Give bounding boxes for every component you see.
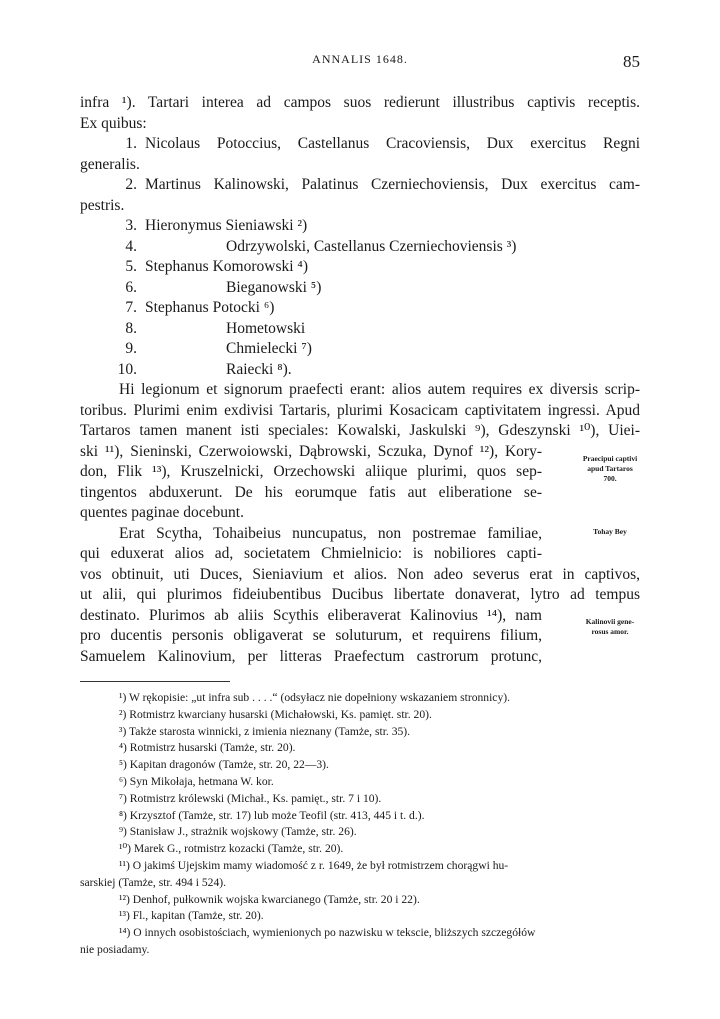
footnote: ⁴) Rotmistrz husarski (Tamże, str. 20). (119, 741, 296, 755)
footnote: ⁸) Krzysztof (Tamże, str. 17) lub może Teofil (str. 413, 445 i t. d.). (119, 808, 425, 822)
footnote: ⁹) Stanisław J., strażnik wojskowy (Tamże, str. 26). (119, 825, 357, 839)
margin-note-kalinovii: Kalinovii gene- rosus amor. (585, 617, 635, 636)
footnote: ¹¹) O jakimś Ujejskim mamy wiadomość z r. 1649, że był rotmistrzem chorągwi hu- (119, 858, 509, 872)
footnote-continuation: nie posiadamy. (80, 942, 150, 956)
list-item-continuation: pestris. (80, 196, 125, 214)
text-line: tingentos abduxerunt. De his eorumque fatis aut eliberatione se- (80, 483, 542, 501)
footnote-separator (80, 681, 230, 682)
list-item: 9. Chmielecki ⁷) (125, 340, 312, 357)
text-line: Hi legionum et signorum praefecti erant: alios autem requires ex diversis scrip- (119, 381, 640, 398)
footnotes (80, 690, 640, 959)
footnote: ¹³) Fl., kapitan (Tamże, str. 20). (119, 909, 264, 923)
list-item: 2. Martinus Kalinowski, Palatinus Czerniechoviensis, Dux exercitus cam- (125, 176, 640, 193)
main-text (80, 93, 640, 667)
text-line: ski ¹¹), Sieninski, Czerwoiowski, Dąbrowski, Sczuka, Dynof ¹²), Kory- (80, 442, 542, 460)
footnote: ¹²) Denhof, pułkownik wojska kwarcianego (Tamże, str. 20 i 22). (119, 892, 420, 906)
text-line: qui eduxerat alios ad, societatem Chmielnicio: is nobiliores capti- (80, 545, 542, 562)
text-line: infra ¹). Tartari interea ad campos suos redierunt illustribus captivis receptis. (80, 94, 640, 111)
list-item: 6. Bieganowski ⁵) (125, 278, 322, 296)
running-header: ANNALIS 1648. (312, 52, 408, 66)
list-item: 3. Hieronymus Sieniawski ²) (125, 217, 308, 234)
footnote: ²) Rotmistrz kwarciany husarski (Michałowski, Ks. pamięt. str. 20). (119, 707, 432, 721)
footnote-continuation: sarskiej (Tamże, str. 494 i 524). (80, 875, 227, 889)
list-item: 8. Hometowski (125, 319, 306, 337)
page-number: 85 (623, 52, 640, 71)
footnote: ¹⁴) O innych osobistościach, wymienionych po nazwisku w tekscie, bliższych szczegółów (119, 926, 536, 940)
text-line: vos obtinuit, uti Duces, Sieniavium et alios. Non adeo severus erat in captivos, (80, 565, 640, 583)
list-item-continuation: generalis. (80, 155, 140, 173)
captives-list (80, 134, 640, 380)
text-line: toribus. Plurimi enim exdivisi Tartaris, plurimi Kosacicam captivitatem ingressi. Apud (80, 401, 640, 419)
text-line: quentes paginae docebunt. (80, 504, 244, 521)
footnote: ⁷) Rotmistrz królewski (Michał., Ks. pamięt., str. 7 i 10). (119, 791, 382, 805)
footnote: ¹⁰) Marek G., rotmistrz kozacki (Tamże, str. 20). (119, 842, 344, 856)
text-line: Erat Scytha, Tohaibeius nuncupatus, non postremae familiae, (119, 524, 542, 542)
paragraph-scytha (80, 524, 640, 668)
list-item: 5. Stephanus Komorowski ⁴) (125, 258, 308, 275)
text-line: destinato. Plurimos ab aliis Scythis eliberaverat Kalinovius ¹⁴), nam (80, 606, 542, 624)
footnote: ⁶) Syn Mikołaja, hetmana W. kor. (119, 774, 274, 788)
footnote: ⁵) Kapitan dragonów (Tamże, str. 20, 22—3). (119, 758, 329, 772)
list-item: 7. Stephanus Potocki ⁶) (125, 299, 275, 316)
text-line: Ex quibus: (80, 114, 147, 132)
margin-note-captivi: Praecipui captivi apud Tartaros 700. (582, 454, 638, 483)
margin-note-tohay: Tohay Bey (593, 527, 627, 536)
text-line: pro ducentis personis obligaverat se soluturum, et requirens filium, (80, 627, 542, 644)
text-line: ut alii, qui plurimos fideiubentibus Ducibus libertate donaverat, lytro ad tempus (80, 586, 640, 603)
text-line: Tartaros tamen manent isti speciales: Kowalski, Jaskulski ⁹), Gdeszynski ¹⁰), Uiei- (80, 422, 640, 439)
footnote: ³) Także starosta winnicki, z imienia nieznany (Tamże, str. 35). (119, 724, 411, 738)
text-line: don, Flik ¹³), Kruszelnicki, Orzechowski aliique plurimi, quos sep- (80, 463, 542, 480)
list-item: 1. Nicolaus Potoccius, Castellanus Cracoviensis, Dux exercitus Regni (125, 135, 640, 152)
paragraph-praefecti (80, 380, 640, 524)
text-line: Samuelem Kalinovium, per litteras Praefectum castrorum protunc, (80, 647, 542, 665)
list-item: 10. Raiecki ⁸). (117, 360, 292, 378)
footnote: ¹) W rękopisie: „ut infra sub . . . .“ (odsyłacz nie dopełniony wskazaniem stronnicy). (119, 691, 511, 704)
list-item: 4. Odrzywolski, Castellanus Czerniechoviensis ³) (125, 237, 517, 255)
